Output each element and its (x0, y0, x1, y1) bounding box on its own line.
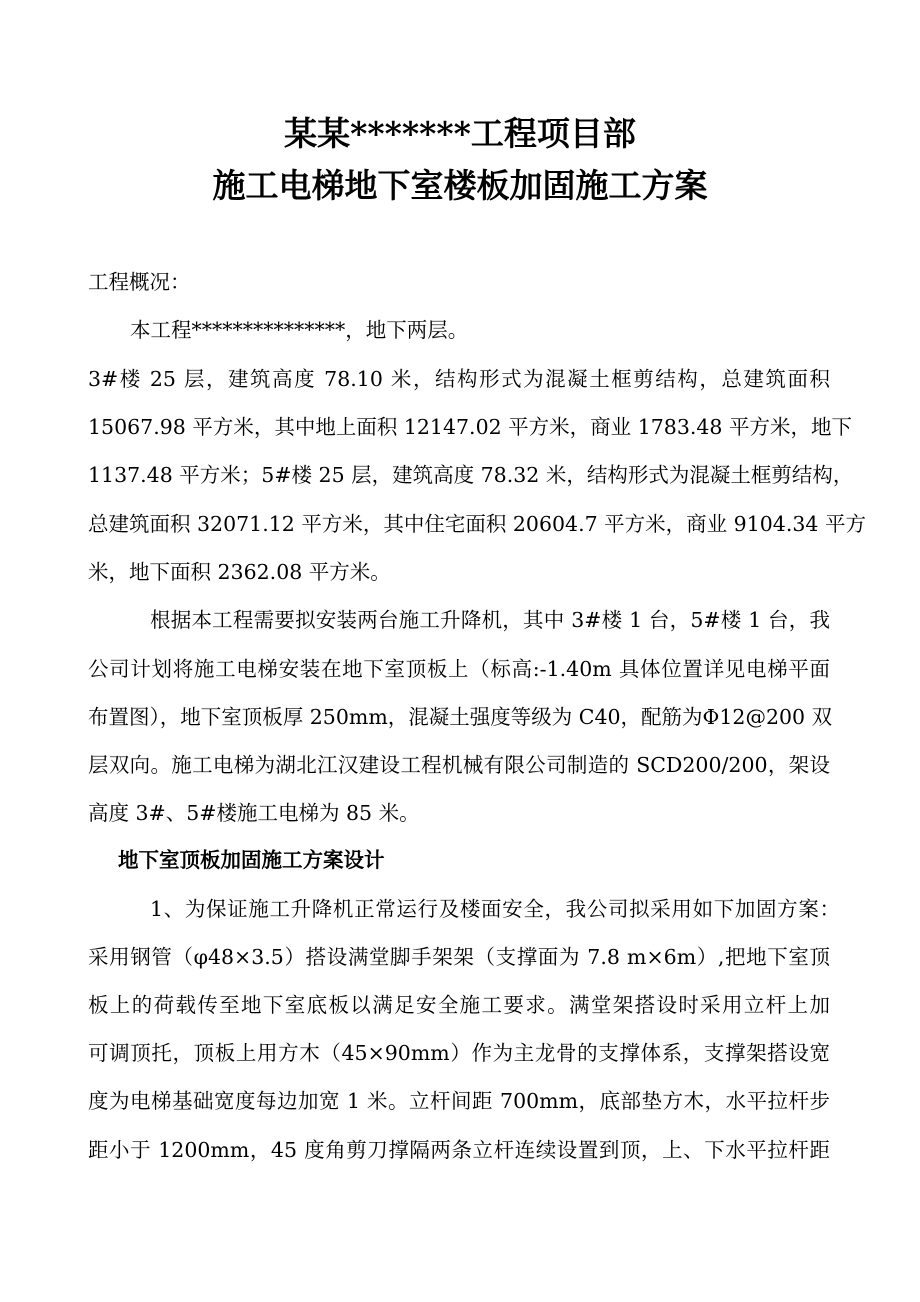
overview-line-4: 1137.48 平方米；5#楼 25 层，建筑高度 78.32 米，结构形式为混凝土框剪结构， (88, 463, 854, 487)
document-title-line-1: 某某*******工程项目部 (284, 114, 636, 153)
section-heading-design: 地下室顶板加固施工方案设计 (118, 848, 385, 872)
overview-line-5: 总建筑面积 32071.12 平方米，其中住宅面积 20604.7 平方米，商业 9104.34 平方 (88, 512, 866, 536)
design-line-1: 1、为保证施工升降机正常运行及楼面安全，我公司拟采用如下加固方案： (150, 897, 840, 921)
elevator-line-3: 布置图），地下室顶板厚 250mm，混凝土强度等级为 C40，配筋为Φ12@200 双 (88, 705, 833, 729)
design-line-2: 采用钢管（φ48×3.5）搭设满堂脚手架架（支撑面为 7.8 m×6m）,把地下室顶 (88, 945, 830, 969)
elevator-line-2: 公司计划将施工电梯安装在地下室顶板上（标高:-1.40m 具体位置详见电梯平面 (88, 657, 830, 681)
design-line-5: 度为电梯基础宽度每边加宽 1 米。立杆间距 700mm，底部垫方木，水平拉杆步 (88, 1089, 830, 1113)
elevator-line-4: 层双向。施工电梯为湖北江汉建设工程机械有限公司制造的 SCD200/200，架设 (88, 753, 830, 777)
design-line-4: 可调顶托，顶板上用方木（45×90mm）作为主龙骨的支撑体系，支撑架搭设宽 (88, 1041, 830, 1065)
overview-line-3: 15067.98 平方米，其中地上面积 12147.02 平方米，商业 1783.48 平方米，地下 (88, 415, 852, 439)
section-heading-overview: 工程概况： (88, 270, 191, 294)
elevator-line-1: 根据本工程需要拟安装两台施工升降机，其中 3#楼 1 台，5#楼 1 台，我 (150, 608, 830, 632)
elevator-line-5: 高度 3#、5#楼施工电梯为 85 米。 (88, 801, 420, 825)
design-line-6: 距小于 1200mm，45 度角剪刀撑隔两条立杆连续设置到顶，上、下水平拉杆距 (88, 1138, 830, 1162)
overview-line-6: 米，地下面积 2362.08 平方米。 (88, 560, 391, 584)
design-line-3: 板上的荷载传至地下室底板以满足安全施工要求。满堂架搭设时采用立杆上加 (88, 993, 830, 1017)
overview-line-2: 3#楼 25 层，建筑高度 78.10 米，结构形式为混凝土框剪结构，总建筑面积 (88, 367, 830, 391)
document-title-line-2: 施工电梯地下室楼板加固施工方案 (212, 166, 708, 205)
overview-line-1: 本工程***************，地下两层。 (130, 318, 469, 342)
